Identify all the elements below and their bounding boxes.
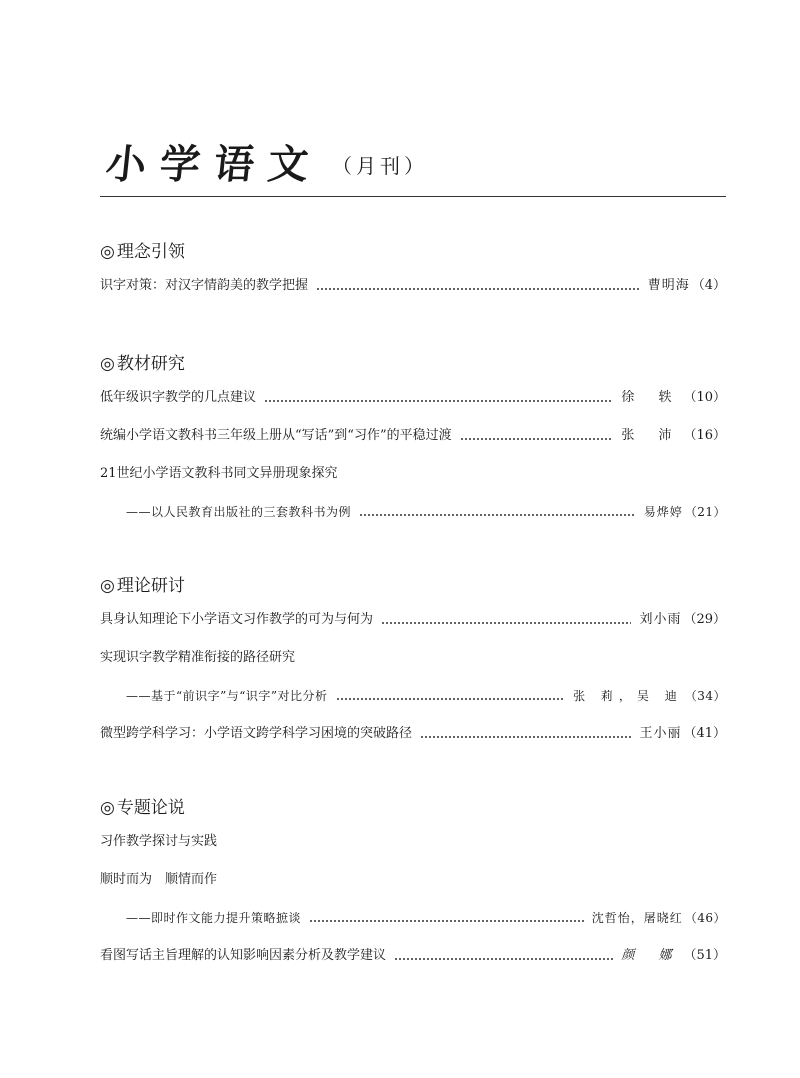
leader-dots [336,686,566,706]
entry-subtitle: ——以人民教育出版社的三套教科书为例 [126,505,352,519]
masthead [100,140,726,198]
section-zhuanti-lunshuo [100,796,726,963]
entry-title: 低年级识字教学的几点建议 [100,390,257,405]
section-heading [100,352,726,376]
section-heading [100,574,726,598]
entry-author: 沈哲怡，屠晓红 [591,911,683,925]
section-jiaocai-yanjiu [100,352,726,519]
entry-page: （34） [684,689,726,703]
entry-page: （10） [683,390,726,405]
entry-subtitle: ——基于“前识字”与“识字”对比分析 [126,689,328,703]
topic-subheading: 习作教学探讨与实践 [100,834,218,849]
entry-page: （46） [684,911,726,925]
toc-entry-subtitle[interactable] [126,686,726,706]
leader-dots [420,724,631,744]
entry-page: （41） [683,726,726,741]
entry-title: 实现识字教学精准衔接的路径研究 [100,650,296,665]
entry-author: 颜 娜 [621,948,682,963]
entry-title: 统编小学语文教科书三年级上册从“写话”到“习作”的平稳过渡 [100,428,452,443]
entry-author: 刘小雨 [639,612,682,627]
toc-entry[interactable] [100,946,726,966]
journal-title: 小学语文 [103,141,325,188]
entry-author: 张 沛 [621,428,682,443]
section-mark: ◎ [100,242,115,262]
entry-title: 看图写话主旨理解的认知影响因素分析及教学建议 [100,948,387,963]
entry-title: 21世纪小学语文教科书同文异册现象探究 [100,466,338,481]
section-title: 专题论说 [116,798,185,818]
entry-author: 易烨婷 [643,505,683,519]
leader-dots [316,276,640,296]
entry-title: 顺时而为 顺情而作 [100,872,218,887]
entry-subtitle: ——即时作文能力提升策略摭谈 [126,911,302,925]
section-lilun-yantao [100,574,726,741]
toc-entry-subtitle[interactable] [126,502,726,522]
leader-dots [381,610,631,630]
entry-page: （29） [683,612,726,627]
toc-entry-title-line[interactable] [100,870,726,890]
toc-entry[interactable] [100,724,726,744]
toc-entry-title-line[interactable] [100,464,726,484]
section-heading [100,796,726,820]
leader-dots [264,388,613,408]
toc-entry[interactable] [100,276,726,296]
toc-entry[interactable] [100,426,726,446]
entry-title: 微型跨学科学习：小学语文跨学科学习困境的突破路径 [100,726,413,741]
section-title: 理念引领 [116,242,185,262]
section-title: 教材研究 [116,354,185,374]
toc-entry[interactable] [100,610,726,630]
entry-author: 张 莉，吴 迪 [573,689,683,703]
journal-frequency: （月刊） [332,154,428,178]
section-mark: ◎ [100,354,115,374]
entry-page: （4） [691,278,726,293]
section-title: 理论研讨 [116,576,185,596]
header-rule [100,196,726,197]
toc-entry-subtitle[interactable] [126,908,726,928]
entry-page: （21） [684,505,726,519]
section-linian-yinling [100,240,726,293]
section-mark: ◎ [100,576,115,596]
entry-title: 识字对策：对汉字情韵美的教学把握 [100,278,309,293]
leader-dots [394,946,613,966]
entry-author: 王小丽 [639,726,682,741]
toc-entry[interactable] [100,388,726,408]
entry-author: 徐 轶 [621,390,682,405]
leader-dots [359,502,636,522]
leader-dots [309,908,584,928]
section-mark: ◎ [100,798,115,818]
toc-entry-title-line[interactable] [100,648,726,668]
entry-author: 曹明海 [647,278,690,293]
section-heading [100,240,726,264]
entry-title: 具身认知理论下小学语文习作教学的可为与何为 [100,612,374,627]
entry-page: （16） [683,428,726,443]
entry-page: （51） [683,948,726,963]
leader-dots [460,426,614,446]
